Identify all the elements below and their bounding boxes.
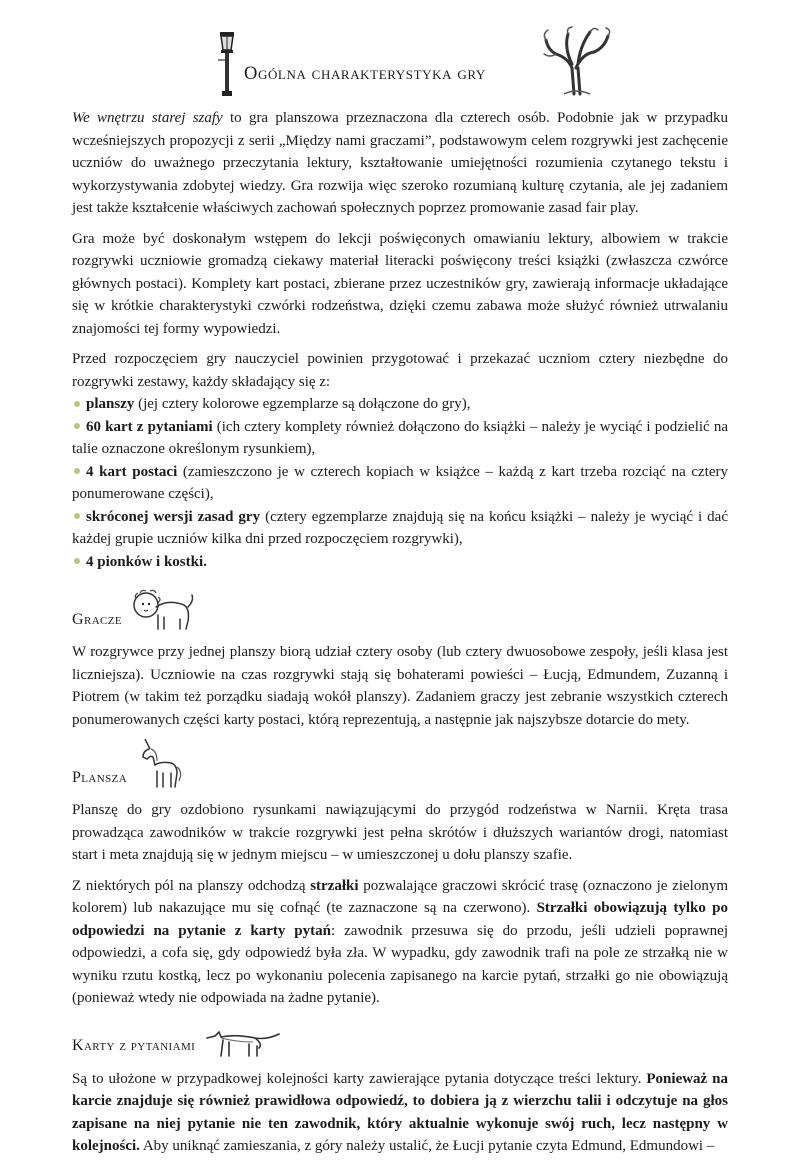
list-item: 4 pionków i kostki. bbox=[72, 551, 728, 574]
plansza-paragraph-1: Planszę do gry ozdobiono rysunkami nawiązującymi do przygód rodzeństwa w Narnii. Kręta trasa prowadząca zawodników w trakcie rozgrywki jest pełna skrótów i dłuższych wariantów drogi, natomiast start i meta znajdują się w jednym miejscu – w umieszczonej u dołu planszy szafie. bbox=[72, 802, 728, 863]
section-heading-gracze bbox=[72, 587, 728, 631]
page-title: Ogólna charakterystyka gry bbox=[244, 64, 486, 84]
wolf-icon bbox=[205, 1028, 281, 1058]
game-title-emphasis: We wnętrzu starej szafy bbox=[72, 110, 223, 126]
page-header bbox=[72, 24, 728, 104]
bullet-icon bbox=[74, 513, 80, 519]
intro-paragraph-3: Przed rozpoczęciem gry nauczyciel powinien przygotować i przekazać uczniom cztery niezbędne do rozgrywki zestawy, każdy składający się z: bbox=[72, 351, 728, 390]
main-content bbox=[72, 107, 728, 1166]
tree-icon bbox=[538, 24, 618, 96]
section-heading-karty bbox=[72, 1024, 728, 1058]
section-title: Plansza bbox=[72, 768, 128, 786]
section-heading-plansza bbox=[72, 745, 728, 789]
bullet-icon bbox=[74, 401, 80, 407]
gracze-paragraph: W rozgrywce przy jednej planszy biorą udział cztery osoby (lub cztery dwuosobowe zespoły, jeśli klasa jest liczniejsza). Uczniowie na czas rozgrywki stają się bohaterami powieści – Łucją, Edmundem, Zuzanną i Piotrem (w takim też porządku siadają wokół planszy). Zadaniem graczy jest zebranie wszystkich czterech ponumerowanych części karty postaci, którą reprezentują, a następnie jak najszybsze dotarcie do mety. bbox=[72, 644, 728, 728]
karty-paragraph: Są to ułożone w przypadkowej kolejności karty zawierające pytania dotyczące treści lektury. Ponieważ na karcie znajduje się również prawidłowa odpowiedź, to dobiera ją z wierzchu talii i odczytuje na głos zapisane na niej pytanie nie ten zawodnik, który aktualnie wykonuje swój ruch, lecz następny w kolejności. Aby uniknąć zamieszania, z góry należy ustalić, że Łucji pytanie czyta Edmund, Edmundowi – bbox=[72, 1070, 728, 1154]
section-title: Karty z pytaniami bbox=[72, 1037, 196, 1054]
section-title: Gracze bbox=[72, 610, 123, 628]
list-item: skróconej wersji zasad gry (cztery egzemplarze znajdują się na końcu książki – należy je wyciąć i dać każdej grupie uczniów kilka dni przed rozpoczęciem rozgrywki), bbox=[72, 508, 728, 547]
list-item: 60 kart z pytaniami (ich cztery komplety również dołączono do książki – należy je wyciąć i podzielić na talie oznaczone określonym rysunkiem), bbox=[72, 418, 728, 457]
components-list bbox=[72, 393, 728, 573]
bullet-icon bbox=[74, 423, 80, 429]
list-item: planszy (jej cztery kolorowe egzemplarze są dołączone do gry), bbox=[72, 393, 728, 416]
intro-paragraph-2: Gra może być doskonałym wstępem do lekcji poświęconych omawianiu lektury, albowiem w trakcie rozgrywki uczniowie gromadzą ciekawy materiał literacki poświęcony treści książki (zwłaszcza czwórce głównych postaci). Komplety kart postaci, zbierane przez uczestników gry, zawierają informacje układające się w krótkie charakterystyki czwórki rodzeństwa, dzięki czemu zabawa może służyć również utrwalaniu znajomości tej formy wypowiedzi. bbox=[72, 230, 728, 337]
plansza-paragraph-2: Z niektórych pól na planszy odchodzą strzałki pozwalające graczowi skrócić trasę (oznaczono je zielonym kolorem) lub nakazujące mu się cofnąć (te zaznaczone są na czerwono). Strzałki obowiązują tylko po odpowiedzi na pytanie z karty pytań: zawodnik przesuwa się do przodu, jeśli udzieli poprawnej odpowiedzi, a cofa się, gdy odpowiedź była zła. W wypadku, gdy zawodnik trafi na pole ze strzałką nie w wyniku rzutu kostką, lecz po wykonaniu polecenia zapisanego na karcie pytań, strzałki go nie obowiązują (ponieważ wtedy nie odpowiada na żadne pytanie). bbox=[72, 877, 728, 1006]
bullet-icon bbox=[74, 468, 80, 474]
list-item: 4 kart postaci (zamieszczono je w czterech kopiach w książce – każdą z kart trzeba rozciąć na cztery ponumerowane części), bbox=[72, 463, 728, 502]
lamppost-icon bbox=[212, 30, 242, 100]
bullet-icon bbox=[74, 558, 80, 564]
intro-paragraph-1: We wnętrzu starej szafy to gra planszowa przeznaczona dla czterech osób. Podobnie jak w przypadku wcześniejszych propozycji z serii „Między nami graczami”, podstawowym celem rozgrywki jest zachęcenie uczniów do uważnego przeczytania lektury, kształtowanie umiejętności rozumienia czytanego tekstu i wykorzystywania zdobytej wiedzy. Gra rozwija więc szeroko rozumianą kulturę czytania, ale jej zadaniem jest także kształcenie właściwych zachowań społecznych poprzez promowanie zasad fair play. bbox=[72, 110, 728, 216]
lion-icon bbox=[132, 587, 194, 631]
unicorn-icon bbox=[137, 737, 183, 789]
